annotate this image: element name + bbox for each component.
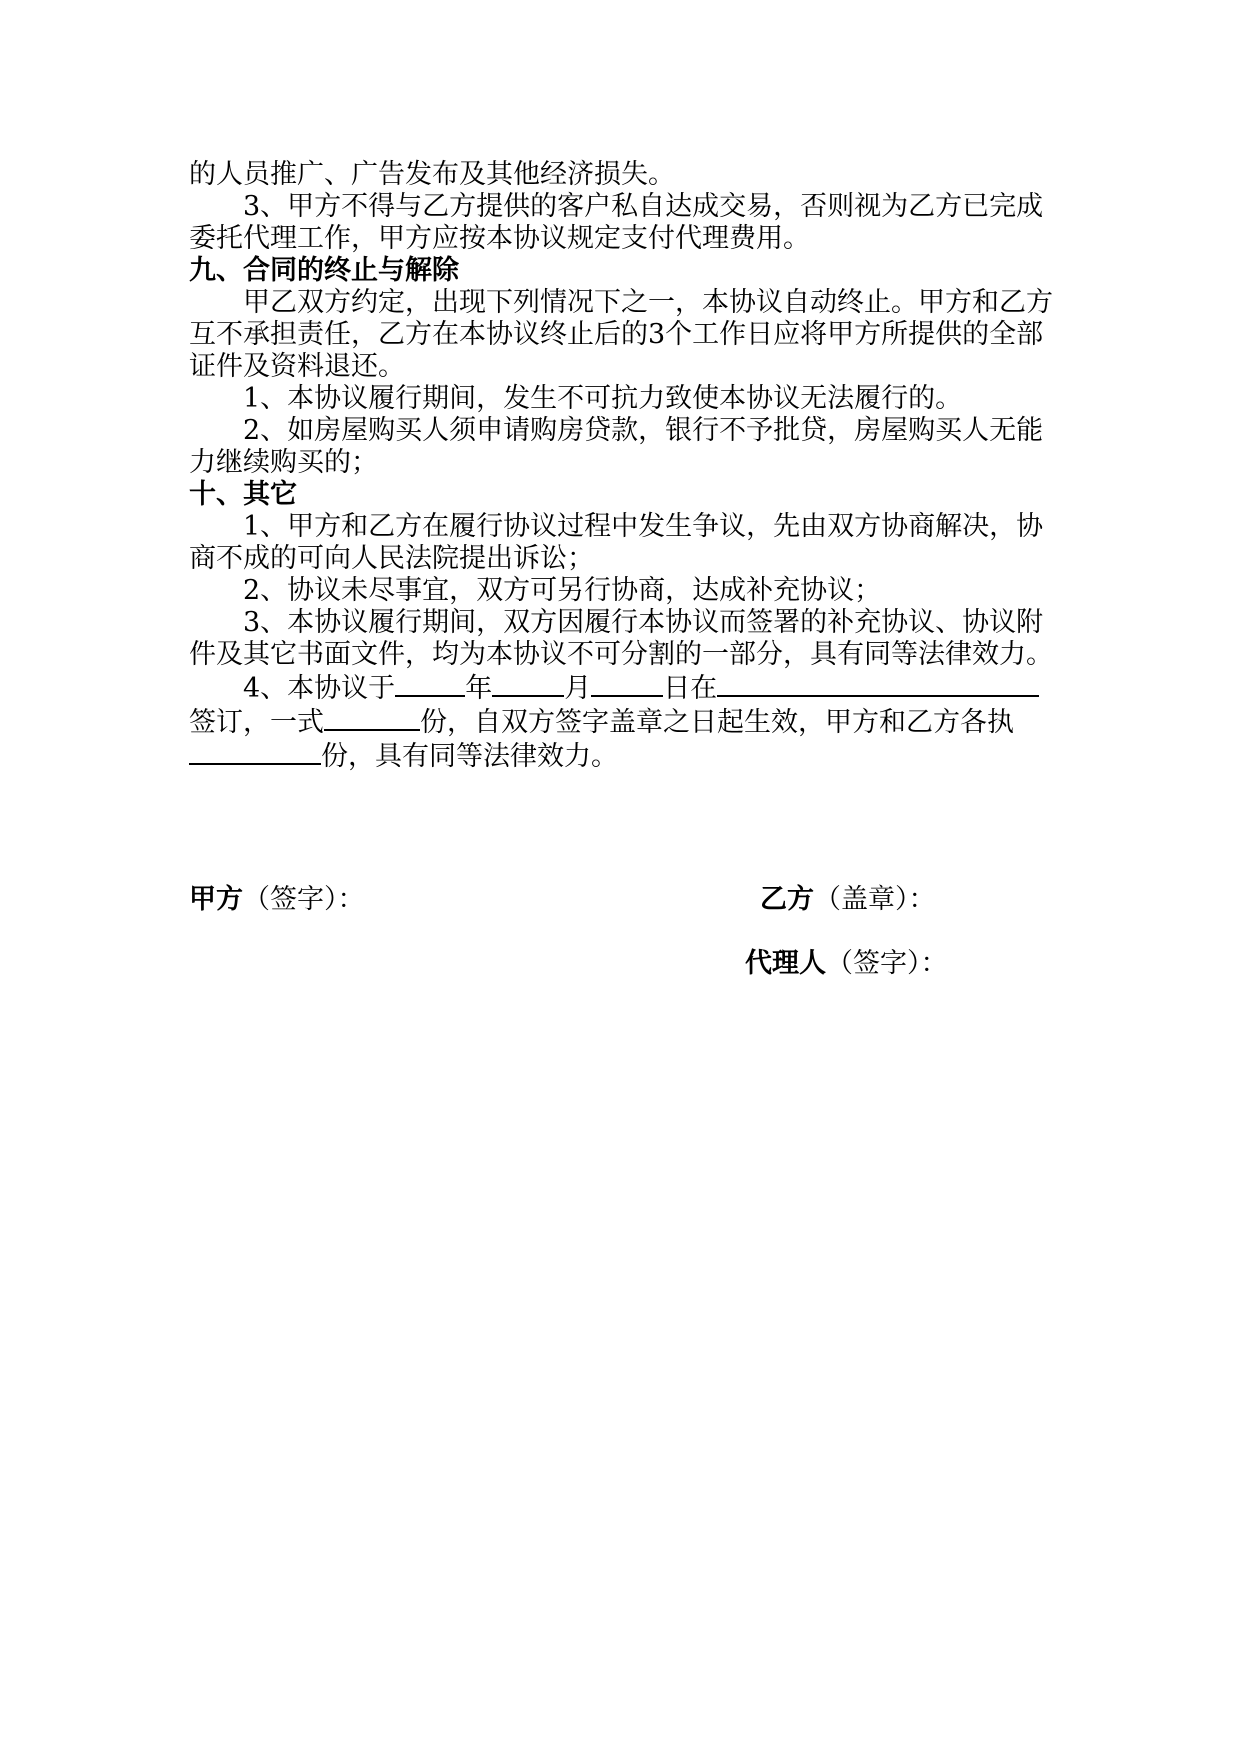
clause-10-4-text-g: 份，具有同等法律效力。 — [321, 741, 618, 772]
clause-10-3: 3、本协议履行期间，双方因履行本协议而签署的补充协议、协议附件及其它书面文件，均为本协议不可分割的一部分，具有同等法律效力。 — [189, 607, 1053, 670]
clause-10-4-text-e: 签订，一式 — [189, 707, 324, 738]
clause-10-4-text-c: 月 — [564, 673, 592, 704]
paragraph-continuation: 的人员推广、广告发布及其他经济损失。 — [189, 159, 675, 190]
clause-9-1: 1、本协议履行期间，发生不可抗力致使本协议无法履行的。 — [243, 383, 963, 414]
clause-10-1: 1、甲方和乙方在履行协议过程中发生争议，先由双方协商解决，协商不成的可向人民法院提出诉讼； — [189, 511, 1044, 574]
clause-8-3: 3、甲方不得与乙方提供的客户私自达成交易，否则视为乙方已完成委托代理工作，甲方应按本协议规定支付代理费用。 — [189, 191, 1044, 254]
agent-note: （签字）： — [826, 948, 948, 979]
clause-9-2: 2、如房屋购买人须申请购房贷款，银行不予批贷，房屋购买人无能力继续购买的； — [189, 415, 1044, 478]
clause-10-4-text-d: 日在 — [663, 673, 718, 704]
month-blank — [492, 671, 564, 697]
party-a-note: （签字）： — [243, 884, 365, 915]
party-b-label: 乙方 — [760, 884, 814, 915]
section-heading-9: 九、合同的终止与解除 — [189, 255, 459, 286]
year-blank — [395, 671, 465, 697]
copies-each-blank — [189, 739, 321, 765]
party-b-note: （盖章）： — [814, 884, 936, 915]
signature-party-a — [189, 884, 365, 916]
clause-10-4-text-b: 年 — [465, 673, 493, 704]
copies-blank — [324, 705, 420, 731]
signature-party-b — [760, 884, 936, 916]
contract-body — [189, 159, 1059, 773]
clause-9-intro: 甲乙双方约定，出现下列情况下之一，本协议自动终止。甲方和乙方互不承担责任，乙方在本协议终止后的3个工作日应将甲方所提供的全部证件及资料退还。 — [189, 287, 1053, 382]
agent-label: 代理人 — [745, 948, 826, 979]
clause-10-2: 2、协议未尽事宜，双方可另行协商，达成补充协议； — [243, 575, 882, 606]
party-a-label: 甲方 — [189, 884, 243, 915]
day-blank — [591, 671, 663, 697]
place-blank — [717, 671, 1039, 697]
section-heading-10: 十、其它 — [189, 479, 297, 510]
clause-10-4-text-f: 份，自双方签字盖章之日起生效，甲方和乙方各执 — [420, 707, 1014, 738]
clause-10-4 — [189, 671, 1059, 773]
signature-agent — [745, 948, 948, 980]
clause-10-4-text-a: 4、本协议于 — [243, 673, 396, 704]
